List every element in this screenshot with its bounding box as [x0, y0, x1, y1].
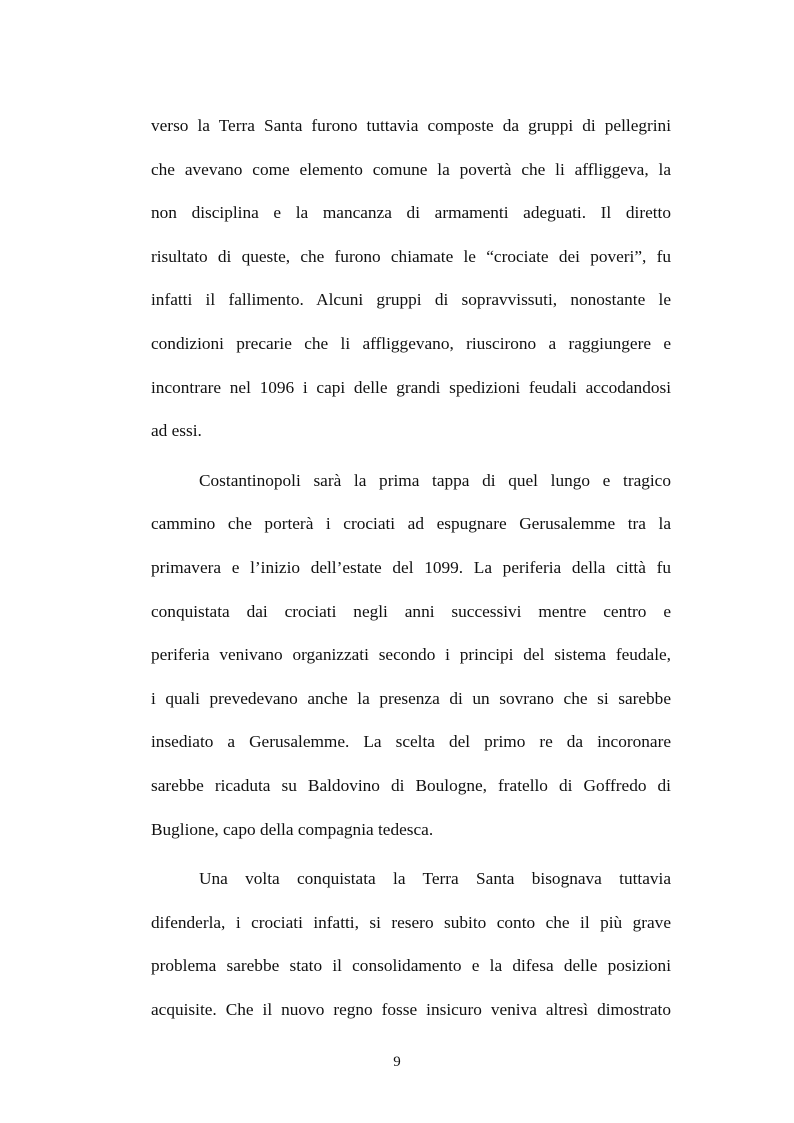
text-line: incontrare nel 1096 i capi delle grandi spedizioni feudali accodandosi [151, 377, 671, 397]
document-body [151, 108, 671, 1035]
text-line: periferia venivano organizzati secondo i principi del sistema feudale, [151, 645, 671, 665]
text-line: conquistata dai crociati negli anni successivi mentre centro e [151, 601, 671, 621]
text-line: cammino che porterà i crociati ad espugnare Gerusalemme tra la [151, 514, 671, 534]
text-line: primavera e l’inizio dell’estate del 1099. La periferia della città fu [151, 557, 671, 577]
text-line: non disciplina e la mancanza di armamenti adeguati. Il diretto [151, 203, 671, 223]
text-line: ad essi. [151, 421, 202, 441]
text-line: acquisite. Che il nuovo regno fosse insicuro veniva altresì dimostrato [151, 999, 671, 1019]
text-line: insediato a Gerusalemme. La scelta del primo re da incoronare [151, 732, 671, 752]
text-line: Costantinopoli sarà la prima tappa di quel lungo e tragico [199, 470, 671, 490]
paragraph-1 [151, 108, 671, 457]
text-line: i quali prevedevano anche la presenza di un sovrano che si sarebbe [151, 688, 671, 708]
text-line: difenderla, i crociati infatti, si resero subito conto che il più grave [151, 912, 671, 932]
text-line: Buglione, capo della compagnia tedesca. [151, 819, 434, 839]
paragraph-2 [151, 463, 671, 855]
paragraph-3 [151, 861, 671, 1035]
text-line: problema sarebbe stato il consolidamento e la difesa delle posizioni [151, 956, 671, 976]
text-line: Una volta conquistata la Terra Santa bisognava tuttavia [199, 869, 671, 889]
page-number: 9 [393, 1054, 401, 1070]
text-line: risultato di queste, che furono chiamate le “crociate dei poveri”, fu [151, 246, 671, 266]
text-line: sarebbe ricaduta su Baldovino di Boulogne, fratello di Goffredo di [151, 775, 671, 795]
text-line: condizioni precarie che li affliggevano, riuscirono a raggiungere e [151, 333, 671, 353]
text-line: verso la Terra Santa furono tuttavia composte da gruppi di pellegrini [151, 116, 671, 135]
text-line: che avevano come elemento comune la povertà che li affliggeva, la [151, 159, 671, 179]
text-line: infatti il fallimento. Alcuni gruppi di sopravvissuti, nonostante le [151, 290, 671, 310]
